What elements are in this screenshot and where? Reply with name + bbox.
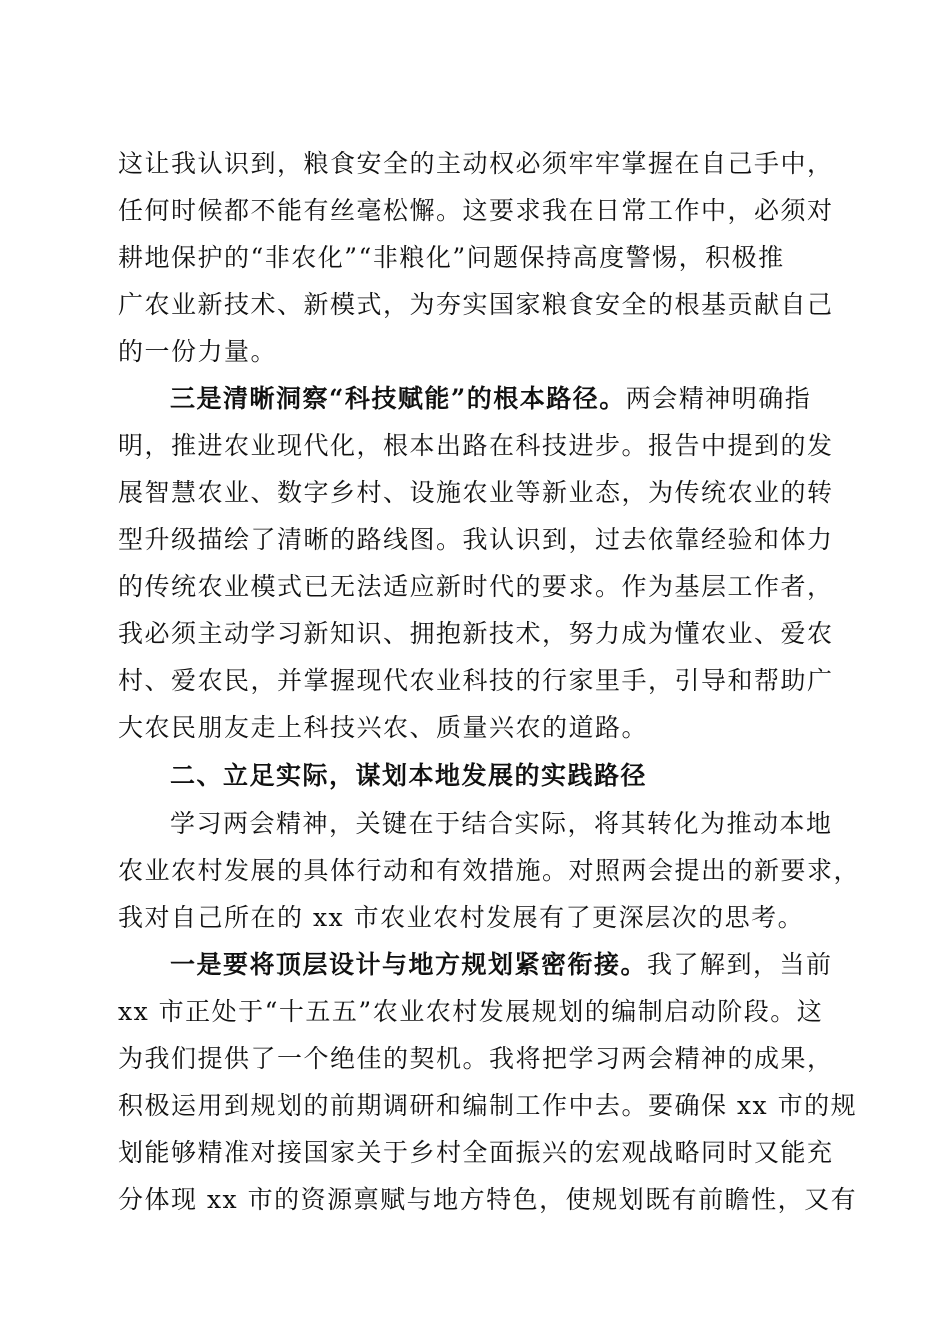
text-line: 广农业新技术、新模式，为夯实国家粮食安全的根基贡献自己: [118, 290, 834, 319]
text-line: xx 市正处于“十五五”农业农村发展规划的编制启动阶段。这: [118, 997, 824, 1026]
text-line: 任何时候都不能有丝毫松懈。这要求我在日常工作中，必须对: [118, 196, 834, 225]
lead-sentence-bold: 一是要将顶层设计与地方规划紧密衔接。: [170, 950, 648, 979]
text-line: 我对自己所在的 xx 市农业农村发展有了更深层次的思考。: [118, 903, 805, 932]
paragraph-first-line: [170, 380, 890, 418]
text-line: 积极运用到规划的前期调研和编制工作中去。要确保 xx 市的规: [118, 1091, 858, 1120]
text-line: 型升级描绘了清晰的路线图。我认识到，过去依靠经验和体力: [118, 525, 834, 554]
text-line: 我必须主动学习新知识、拥抱新技术，努力成为懂农业、爱农: [118, 619, 834, 648]
text-line: 农业农村发展的具体行动和有效措施。对照两会提出的新要求，: [118, 856, 861, 885]
lead-sentence-bold: 三是清晰洞察“科技赋能”的根本路径。: [170, 384, 626, 413]
text-line: 明，推进农业现代化，根本出路在科技进步。报告中提到的发: [118, 431, 834, 460]
text-span: 两会精神明确指: [625, 384, 812, 413]
paragraph-first-line: [170, 946, 890, 984]
section-heading: 二、立足实际，谋划本地发展的实践路径: [170, 761, 648, 790]
text-line: 学习两会精神，关键在于结合实际，将其转化为推动本地: [170, 809, 833, 838]
text-line: 村、爱农民，并掌握现代农业科技的行家里手，引导和帮助广: [118, 666, 834, 695]
text-line: 的传统农业模式已无法适应新时代的要求。作为基层工作者，: [118, 572, 834, 601]
text-line: 为我们提供了一个绝佳的契机。我将把学习两会精神的成果，: [118, 1044, 834, 1073]
text-line: 耕地保护的“非农化”“非粮化”问题保持高度警惕，积极推: [118, 243, 785, 272]
text-span: 我了解到，当前: [647, 950, 833, 979]
text-line: 的一份力量。: [118, 337, 278, 366]
text-line: 划能够精准对接国家关于乡村全面振兴的宏观战略同时又能充: [118, 1138, 834, 1167]
text-line: 这让我认识到，粮食安全的主动权必须牢牢掌握在自己手中，: [118, 149, 834, 178]
text-line: 展智慧农业、数字乡村、设施农业等新业态，为传统农业的转: [118, 478, 834, 507]
text-line: 大农民朋友走上科技兴农、质量兴农的道路。: [118, 713, 649, 742]
text-line: 分体现 xx 市的资源禀赋与地方特色，使规划既有前瞻性，又有: [118, 1185, 858, 1214]
